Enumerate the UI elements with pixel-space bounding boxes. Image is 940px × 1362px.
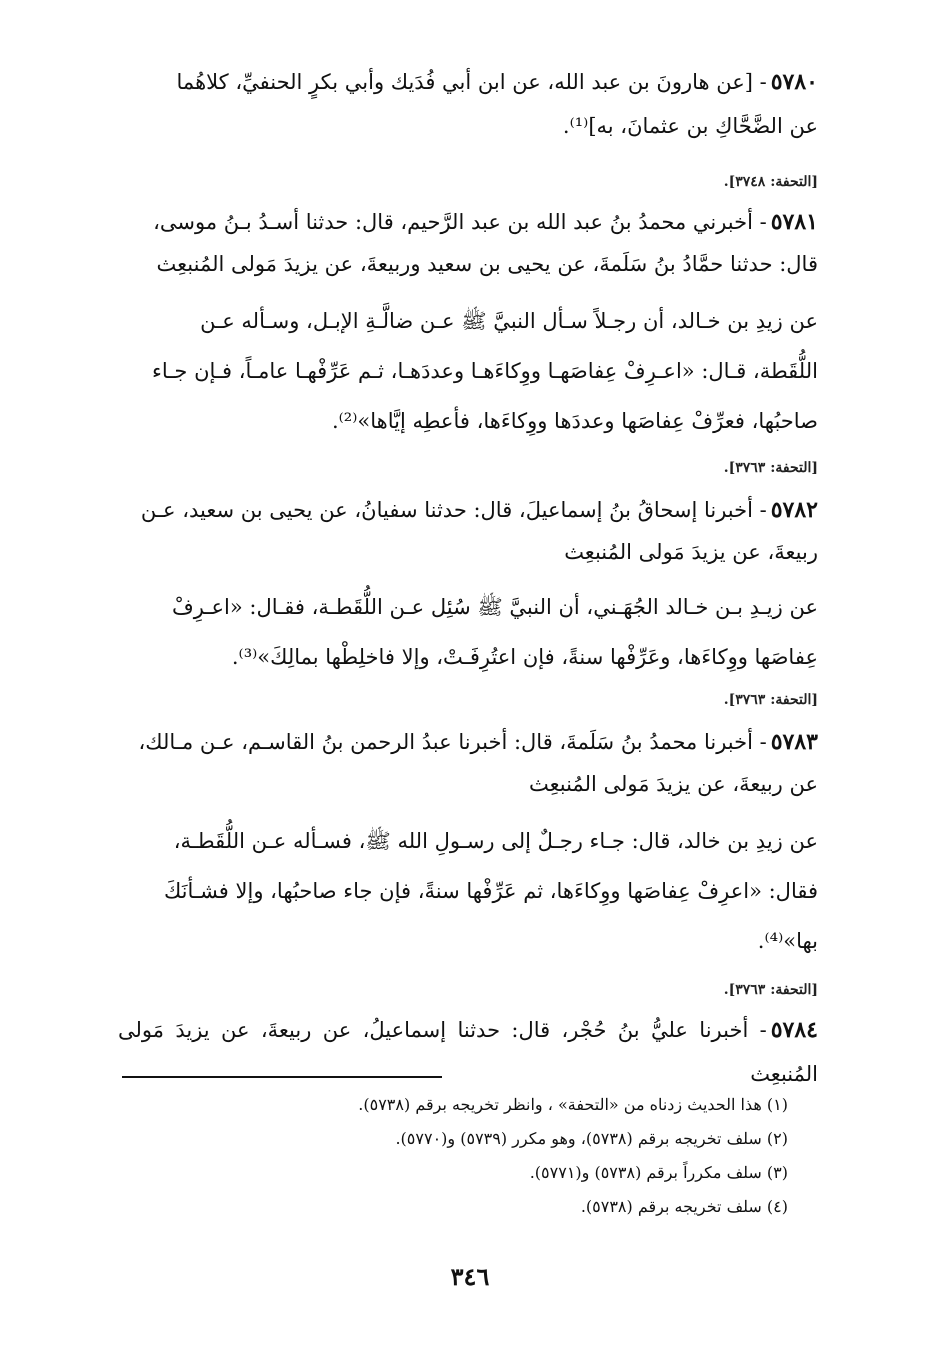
text-line: عن ربيعةَ، عن يزيدَ مَولى المُنبعِث: [529, 772, 818, 796]
entry-header-text: - أخبرني محمدُ بنُ عبد الله بن عبد الرَّحيم، قال: حدثنا أسـدُ بـنُ موسى،: [153, 210, 767, 234]
text-line: ربيعةَ، عن يزيدَ مَولى المُنبعِث: [564, 540, 818, 564]
entry-header-text: - أخبرنا إسحاقُ بنُ إسماعيلَ، قال: حدثنا سفيانُ، عن يحيى بن سعيد، عـن: [140, 498, 767, 522]
tuhfa-reference: [التحفة: ٣٧٦٣].: [723, 982, 818, 998]
hadith-entry-5780: [118, 60, 818, 148]
footnote: (٤) سلف تخريجه برقم (٥٧٣٨).: [580, 1197, 788, 1216]
entry-header-text: - [عن هارونَ بن عبد الله، عن ابن أبي فُدَيك وأبي بكرٍ الحنفيِّ، كلاهُما: [176, 70, 767, 94]
footnote-divider: [122, 1076, 442, 1078]
hadith-number: ٥٧٨٣: [770, 729, 818, 755]
text-line: قال: حدثنا حمَّادُ بنُ سَلَمةَ، عن يحيى بن سعيد وربيعةَ، عن يزيدَ مَولى المُنبعِث: [156, 252, 818, 276]
text-line: عن زيدِ بن خـالد، أن رجـلاً سـأل النبيَّ ﷺ عـن ضالَّـةِ الإبـل، وسـأله عـن: [200, 309, 818, 333]
text-line: عن زيدِ بن خالد، قال: جـاء رجـلٌ إلى رسـولِ الله ﷺ، فسـأله عـن اللُّقَطـة،: [173, 829, 818, 853]
tuhfa-reference: [التحفة: ٣٧٤٨].: [723, 174, 818, 190]
entry-header: [118, 488, 818, 532]
tuhfa-reference: [التحفة: ٣٧٦٣].: [723, 692, 818, 708]
entry-header: [118, 720, 818, 764]
tuhfa-reference: [التحفة: ٣٧٦٣].: [723, 460, 818, 476]
entry-header: [118, 200, 818, 244]
text-line: بها»⁽⁴⁾.: [757, 929, 818, 953]
footnote: (٢) سلف تخريجه برقم (٥٧٣٨)، وهو مكرر (٥٧٣٩) و(٥٧٧٠).: [395, 1129, 788, 1148]
entry-header-text: - أخبرنا عليُّ بنُ حُجْر، قال: حدثنا إسماعيلُ، عن ربيعةَ، عن يزيدَ مَولى المُنبعِث: [118, 1018, 818, 1086]
entry-header: [118, 60, 818, 104]
text-line: عن زيـدِ بـن خـالد الجُهَـني، أن النبيَّ ﷺ سُئِل عـن اللُّقَطـة، فقـال: «اعـرِفْ: [172, 595, 818, 619]
text-line: فقال: «اعرِفْ عِفاصَها ووِكاءَها، ثم عَرِّفْها سنةً، فإن جاء صاحبُها، وإلا فشـأنَكَ: [163, 879, 818, 903]
hadith-entry-5781: [118, 200, 818, 446]
text-line: اللُّقَطة، قـال: «اعـرِفْ عِفاصَهـا ووِكاءَهـا وعددَهـا، ثـم عَرِّفْهـا عامـاً، فـإن جـاء: [152, 359, 818, 383]
hadith-entry-5782: [118, 488, 818, 682]
text-line: صاحبُها، فعرِّفْ عِفاصَها وعددَها ووِكاءَها، فأعطِه إيَّاها»⁽²⁾.: [331, 409, 818, 433]
entry-header: [118, 1008, 818, 1096]
hadith-number: ٥٧٨٤: [770, 1017, 818, 1043]
hadith-entry-5783: [118, 720, 818, 966]
hadith-number: ٥٧٨٢: [770, 497, 818, 523]
hadith-entry-5784: [118, 1008, 818, 1096]
page-number: ٣٤٦: [450, 1262, 490, 1291]
text-line: عِفاصَها ووِكاءَها، وعَرِّفْها سنةً، فإن اعتُرِفَـتْ، وإلا فاخلِطْها بمالِكَ»⁽³⁾.: [231, 645, 818, 669]
footnote: (٣) سلف مكرراً برقم (٥٧٣٨) و(٥٧٧١).: [529, 1163, 788, 1182]
text-line: عن الضَّحَّاكِ بن عثمانَ، به]⁽¹⁾.: [562, 114, 818, 138]
hadith-number: ٥٧٨١: [770, 209, 818, 235]
entry-header-text: - أخبرنا محمدُ بنُ سَلَمةَ، قال: أخبرنا عبدُ الرحمن بنُ القاسـم، عـن مـالك،: [138, 730, 767, 754]
hadith-number: ٥٧٨٠: [770, 69, 818, 95]
footnote: (١) هذا الحديث زدناه من «التحفة» ، وانظر تخريجه برقم (٥٧٣٨).: [358, 1095, 788, 1114]
